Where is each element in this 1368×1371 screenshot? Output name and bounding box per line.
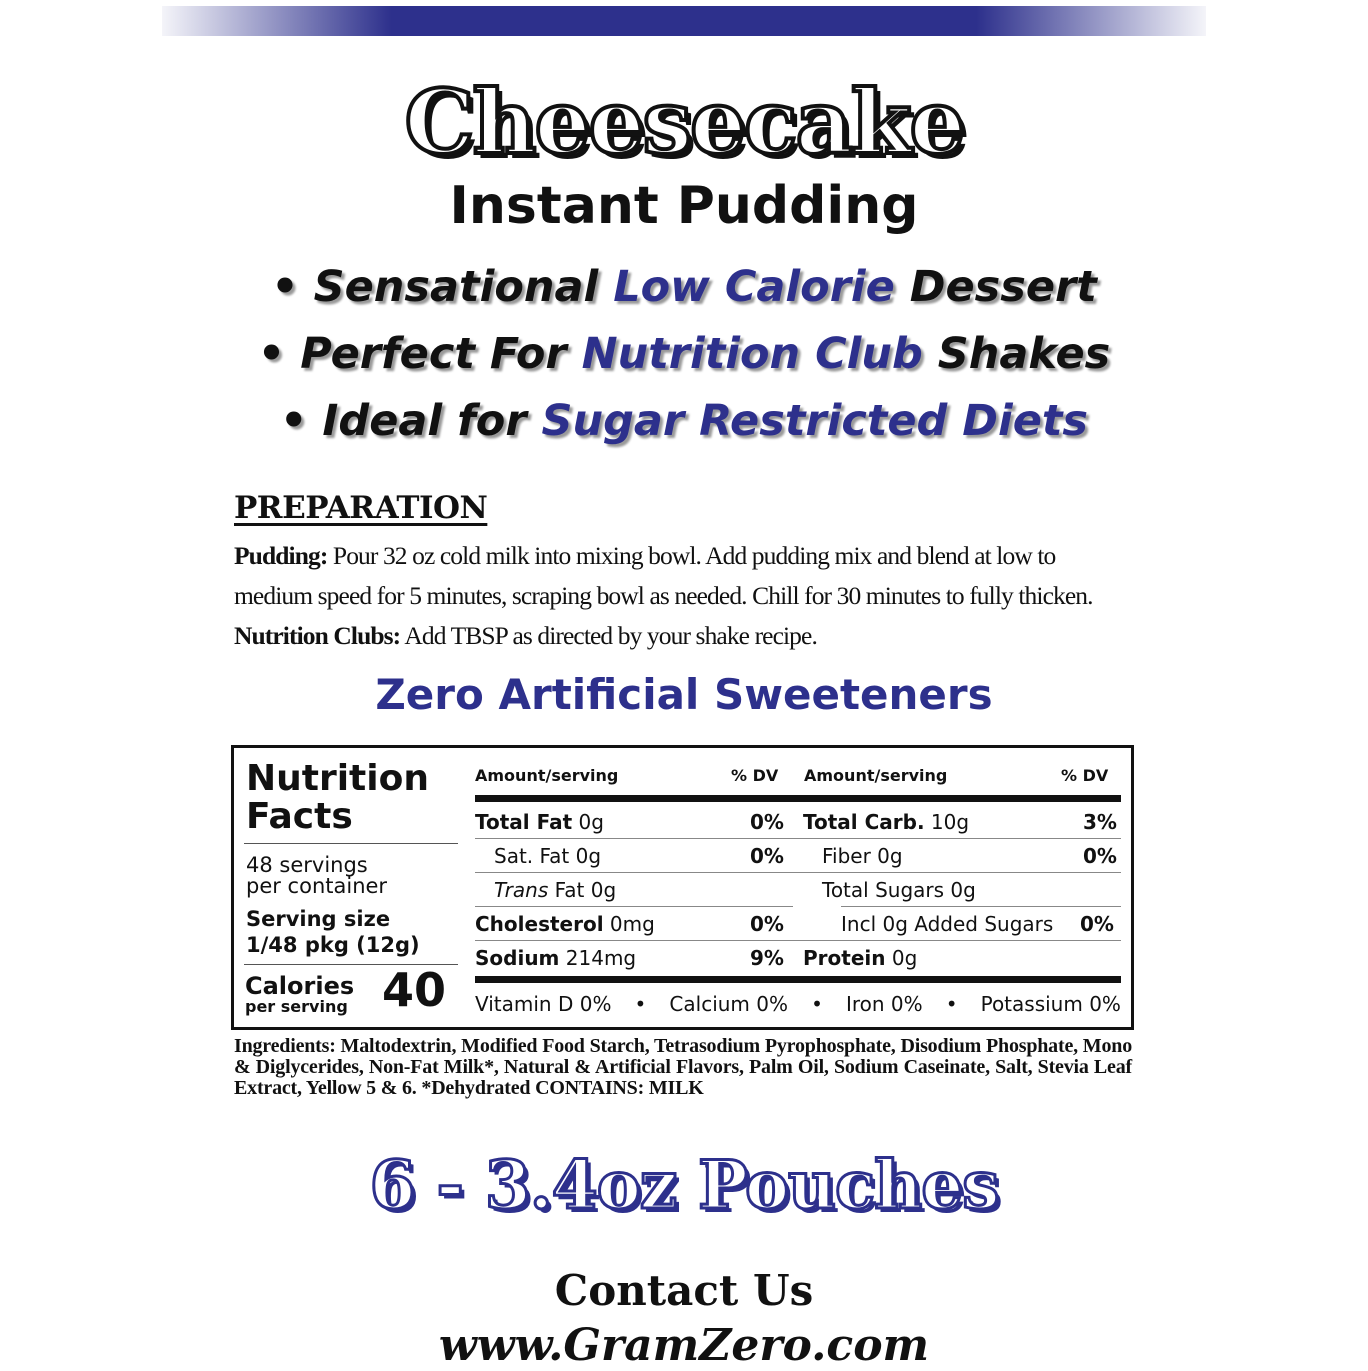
nutrient-row [475, 804, 1121, 838]
feature-bullets [0, 262, 1368, 463]
nutrient-name: Protein [803, 946, 886, 970]
nutrient-dv: 0% [750, 844, 784, 868]
nutrient-amount: Fiber 0g [822, 844, 903, 868]
separator: • [811, 992, 823, 1016]
separator: • [634, 992, 647, 1016]
nutrient-row [475, 906, 1121, 940]
nutrient-table [475, 748, 1121, 1027]
dv-header: % DV [1061, 766, 1109, 785]
amount-header: Amount/serving [804, 766, 948, 785]
package-contents: 6 - 3.4oz Pouches [369, 1146, 999, 1224]
nutrient-amount: Total Sugars 0g [822, 878, 976, 902]
vitamins-minerals [475, 992, 1121, 1016]
nutrient-dv: 3% [1083, 810, 1117, 834]
calcium: Calcium 0% [669, 992, 788, 1016]
nutrient-row [475, 940, 1121, 974]
calories-sublabel: per serving [245, 997, 348, 1016]
nutrition-facts-panel [231, 745, 1134, 1030]
bullet-highlight: Sugar Restricted Diets [541, 396, 1089, 446]
pudding-label: Pudding: [234, 541, 328, 570]
amount-header: Amount/serving [475, 766, 619, 785]
ingredients-list: Ingredients: Maltodextrin, Modified Food Starch, Tetrasodium Pyrophosphate, Disodium Phosphate, Mono & Diglycerides, Non-Fat Milk*, Natural & Artificial Flavors, Palm Oil, Sodium Caseinate, Salt, Stevia Leaf Extract, Yellow 5 & 6. *Dehydrated CONTAINS: MILK [234, 1035, 1132, 1099]
bullet-highlight: Nutrition Club [581, 329, 923, 379]
preparation-text [234, 536, 1134, 656]
product-title: Cheesecake [404, 70, 964, 174]
nutrient-dv: 0% [1080, 912, 1114, 936]
serving-size [246, 906, 420, 958]
contact-heading: Contact Us [554, 1266, 814, 1315]
nutrient-dv: 0% [750, 912, 784, 936]
nutrient-name: Sodium [475, 946, 560, 970]
nutrient-row [475, 838, 1121, 872]
servings-line: 48 servings [246, 853, 368, 877]
vitamin-d: Vitamin D 0% [475, 992, 612, 1016]
website-link[interactable]: www.GramZero.com [438, 1320, 930, 1371]
nutrient-amount: 0g [572, 810, 604, 834]
nutrient-amount: Incl 0g Added Sugars [841, 912, 1054, 936]
nutrient-dv: 0% [750, 810, 784, 834]
nutrient-amount: 10g [924, 810, 970, 834]
nutrient-dv: 0% [1083, 844, 1117, 868]
nutrient-name: Total Fat [475, 810, 573, 834]
separator: • [945, 992, 958, 1016]
nutrient-amount: Sat. Fat 0g [494, 844, 602, 868]
bullet-text: Shakes [922, 329, 1111, 379]
bullet-text: • Perfect For [257, 329, 582, 379]
iron: Iron 0% [845, 992, 923, 1016]
thick-divider [475, 795, 1121, 802]
servings-line: per container [246, 874, 388, 898]
feature-bullet [0, 262, 1368, 329]
calories-label: Calories [245, 972, 355, 1000]
top-gradient-bar [162, 6, 1206, 36]
serving-size-label: Serving size [246, 907, 391, 931]
nf-title-line: Facts [246, 796, 353, 837]
pudding-instructions: Pour 32 oz cold milk into mixing bowl. Add pudding mix and blend at low to medium speed for 5 minutes, scraping bowl as needed. Chill for 30 minutes to fully thicken. [234, 541, 1093, 610]
nutrient-amount: 214mg [559, 946, 637, 970]
serving-size-value: 1/48 pkg (12g) [246, 933, 420, 957]
servings-per-container [246, 855, 458, 897]
nutrient-amount: 0g [885, 946, 918, 970]
bullet-text: • Sensational [271, 262, 614, 312]
dv-header: % DV [731, 766, 779, 785]
nutrient-amount: 0mg [603, 912, 655, 936]
nf-title-line: Nutrition [246, 758, 429, 799]
feature-bullet [0, 329, 1368, 396]
thick-divider [475, 976, 1121, 983]
nutrient-name: Cholesterol [475, 912, 604, 936]
bullet-text: • Ideal for [279, 396, 542, 446]
nutrient-name: Trans [494, 878, 549, 902]
product-subtitle: Instant Pudding [449, 176, 919, 236]
bullet-text: Dessert [894, 262, 1097, 312]
preparation-heading: PREPARATION [234, 490, 488, 526]
calories-value: 40 [382, 963, 447, 1017]
nutrition-facts-title [246, 760, 429, 836]
nutrient-name: Total Carb. [803, 810, 925, 834]
tagline: Zero Artificial Sweeteners [375, 670, 993, 719]
nutrient-row [475, 872, 1121, 906]
potassium: Potassium 0% [980, 992, 1121, 1016]
nutrient-dv: 9% [750, 946, 784, 970]
nutrient-amount: Fat 0g [548, 878, 617, 902]
divider [244, 843, 458, 844]
bullet-highlight: Low Calorie [613, 262, 895, 312]
clubs-label: Nutrition Clubs: [234, 621, 401, 650]
feature-bullet [0, 396, 1368, 463]
clubs-instructions: Add TBSP as directed by your shake recipe. [400, 621, 817, 650]
